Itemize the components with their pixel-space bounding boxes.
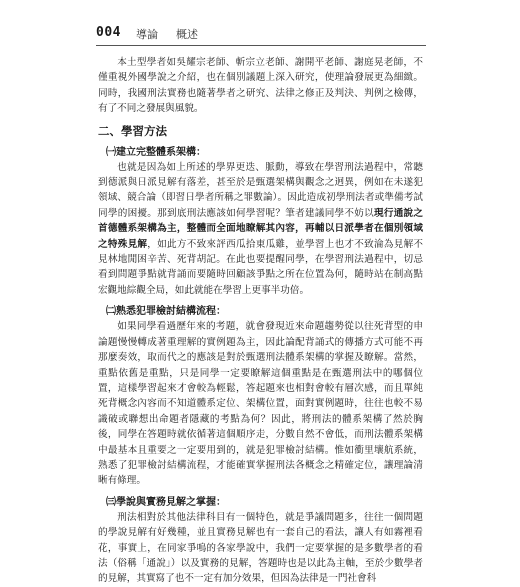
chapter-label: 導論	[136, 28, 158, 41]
header-rule	[96, 45, 426, 46]
page-body	[98, 55, 423, 587]
subsection-1-emphasis: 現行通說之首德體系架構為主，整體而全面地瞭解其內容，再輔以日派學者在個別領域之特殊見解	[98, 207, 424, 250]
subsection-2-paragraph: 如果同學看過歷年來的考題，就會發現近來命題趨勢從以往死背型的申論題慢慢轉成著重理解的實例題為主，因此論配背誦式的傳播方式可能不再那麼奏效，取而代之的應該是對於甄選刑法體系架構的掌握及瞭解。當然，重點依舊是重點，只是同學一定要瞭解這個重點是在甄選刑法中的哪個位置，這樣學習起來才會較為輕鬆，答起題來也相對會較有層次感，而且單純死背概念內容而不知道體系定位、架構位置，面對實例題時，往往也較不易識破或聯想出命題者隱藏的考點為何？因此，將刑法的體系架構了然於胸後，同學在答題時就依循著這個順序走，分數自然不會低，而刑法體系架構中最基本且重要之一定要用到的，就是犯罪檢討結構。惟如衝里壤航系統，熟悉了犯罪檢討結構流程，才能確實掌握刑法各概念之精確定位，讓理論清晰有條理。	[98, 321, 423, 487]
intro-paragraph: 本土型學者如吳耀宗老師、斬宗立老師、謝開平老師、謝庭晃老師，不僅重視外國學說之介紹，也在個別議題上深入研究，使理論發展更為細緻。同時，我國刑法實務也隨著學者之研究、法律之修正及判決、判例之檢傳，有了不同之發展與風貌。	[98, 57, 423, 115]
page-number: 004	[96, 25, 121, 40]
subsection-1-paragraph	[98, 160, 423, 299]
subheading-2	[106, 302, 423, 317]
subsection-1-text-a: 也就是因為如上所述的學界更迭、脈動，導致在學習刑法過程中，常聽到德派與日派見解有落差，甚至於是甄選架構與觀念之迥異，例如在未遂犯領域、競合論（即習日學者所稱之罪數論）。因此造成初學刑法者或準備考試同學的困擾。那到底刑法應該如何學習呢？筆者建議同學不妨以	[98, 161, 423, 219]
section-heading: 二、學習方法	[98, 123, 167, 138]
subheading-3-number: ㈢	[106, 496, 116, 508]
page-header	[96, 25, 436, 47]
subsection-3-paragraph: 刑法相對於其他法律科目有一個特色，就是爭議問題多，往往一個問題的學說見解有好幾種，並且實務見解也有一套自己的看法，讓人有如霧裡看花，事實上，在同家爭鳴的各家學說中，我們一定要掌握的是多數學者的看法（俗稱「通說」）以及實務的見解，答題時也是以此為主軸，至於少數學者的見解，其實寫了也不一定有加分效果，但因為法律是一門社會科	[98, 511, 423, 585]
subheading-1-title: 建立完整體系架構：	[116, 146, 206, 158]
section-label: 概述	[176, 28, 198, 41]
subheading-1-number: ㈠	[106, 146, 116, 158]
subheading-2-title: 熟悉犯罪檢討結構流程：	[116, 306, 226, 318]
subheading-3-title: 學說與實務見解之掌握：	[116, 496, 226, 508]
subheading-2-number: ㈡	[106, 306, 116, 318]
subheading-1	[106, 143, 423, 158]
subsection-1-text-b: ，如此方不致來評西瓜拾東瓜雞，並學習上也才不致淪為見解不見林地閒困辛苦、死背胡記。在此也要提醒同學，在學習刑法過程中，切忌看到問題爭點就背誦而要隨時回顧該爭點之所在位置為何，隨時站在制高點宏觀地綜觀全局，如此就能在學習上更事半功倍。	[98, 238, 424, 296]
subheading-3	[106, 493, 423, 508]
